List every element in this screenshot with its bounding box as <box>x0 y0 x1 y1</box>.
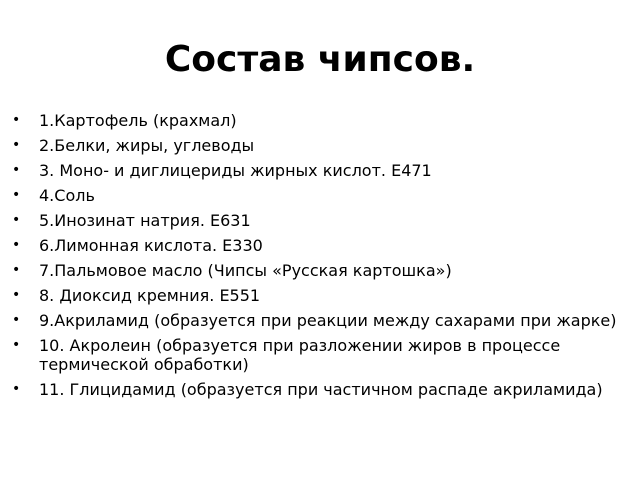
list-item-text: 3. Моно- и диглицериды жирных кислот. Е471 <box>39 161 432 180</box>
list-item-text: 9.Акриламид (образуется при реакции между сахарами при жарке) <box>39 311 617 330</box>
slide-title: Состав чипсов. <box>164 39 476 80</box>
list-item <box>10 380 628 399</box>
bullet-icon: • <box>12 312 21 328</box>
list-item-text: 11. Глицидамид (образуется при частичном распаде акриламида) <box>39 380 603 399</box>
bullet-icon: • <box>12 187 21 203</box>
list-item-text: 1.Картофель (крахмал) <box>39 111 237 130</box>
list-item-text: 5.Инозинат натрия. Е631 <box>39 211 251 230</box>
bullet-icon: • <box>12 337 21 353</box>
bullet-icon: • <box>12 262 21 278</box>
list-item-text: 7.Пальмовое масло (Чипсы «Русская картошка») <box>39 261 452 280</box>
list-item-text: 8. Диоксид кремния. Е551 <box>39 286 261 305</box>
list-item <box>10 261 628 280</box>
bullet-icon: • <box>12 212 21 228</box>
bullet-icon: • <box>12 137 21 153</box>
bullet-icon: • <box>12 112 21 128</box>
list-item <box>10 286 628 305</box>
list-item <box>10 161 628 180</box>
bullet-icon: • <box>12 162 21 178</box>
list-item <box>10 336 628 374</box>
ingredients-list <box>10 111 628 405</box>
list-item <box>10 311 628 330</box>
list-item-text: 6.Лимонная кислота. Е330 <box>39 236 263 255</box>
bullet-icon: • <box>12 287 21 303</box>
list-item <box>10 111 628 130</box>
list-item-text: 4.Соль <box>39 186 95 205</box>
list-item <box>10 211 628 230</box>
list-item <box>10 136 628 155</box>
list-item <box>10 236 628 255</box>
list-item-text: 10. Акролеин (образуется при разложении жиров в процессе термической обработки) <box>39 336 561 374</box>
bullet-icon: • <box>12 381 21 397</box>
bullet-icon: • <box>12 237 21 253</box>
list-item <box>10 186 628 205</box>
list-item-text: 2.Белки, жиры, углеводы <box>39 136 255 155</box>
